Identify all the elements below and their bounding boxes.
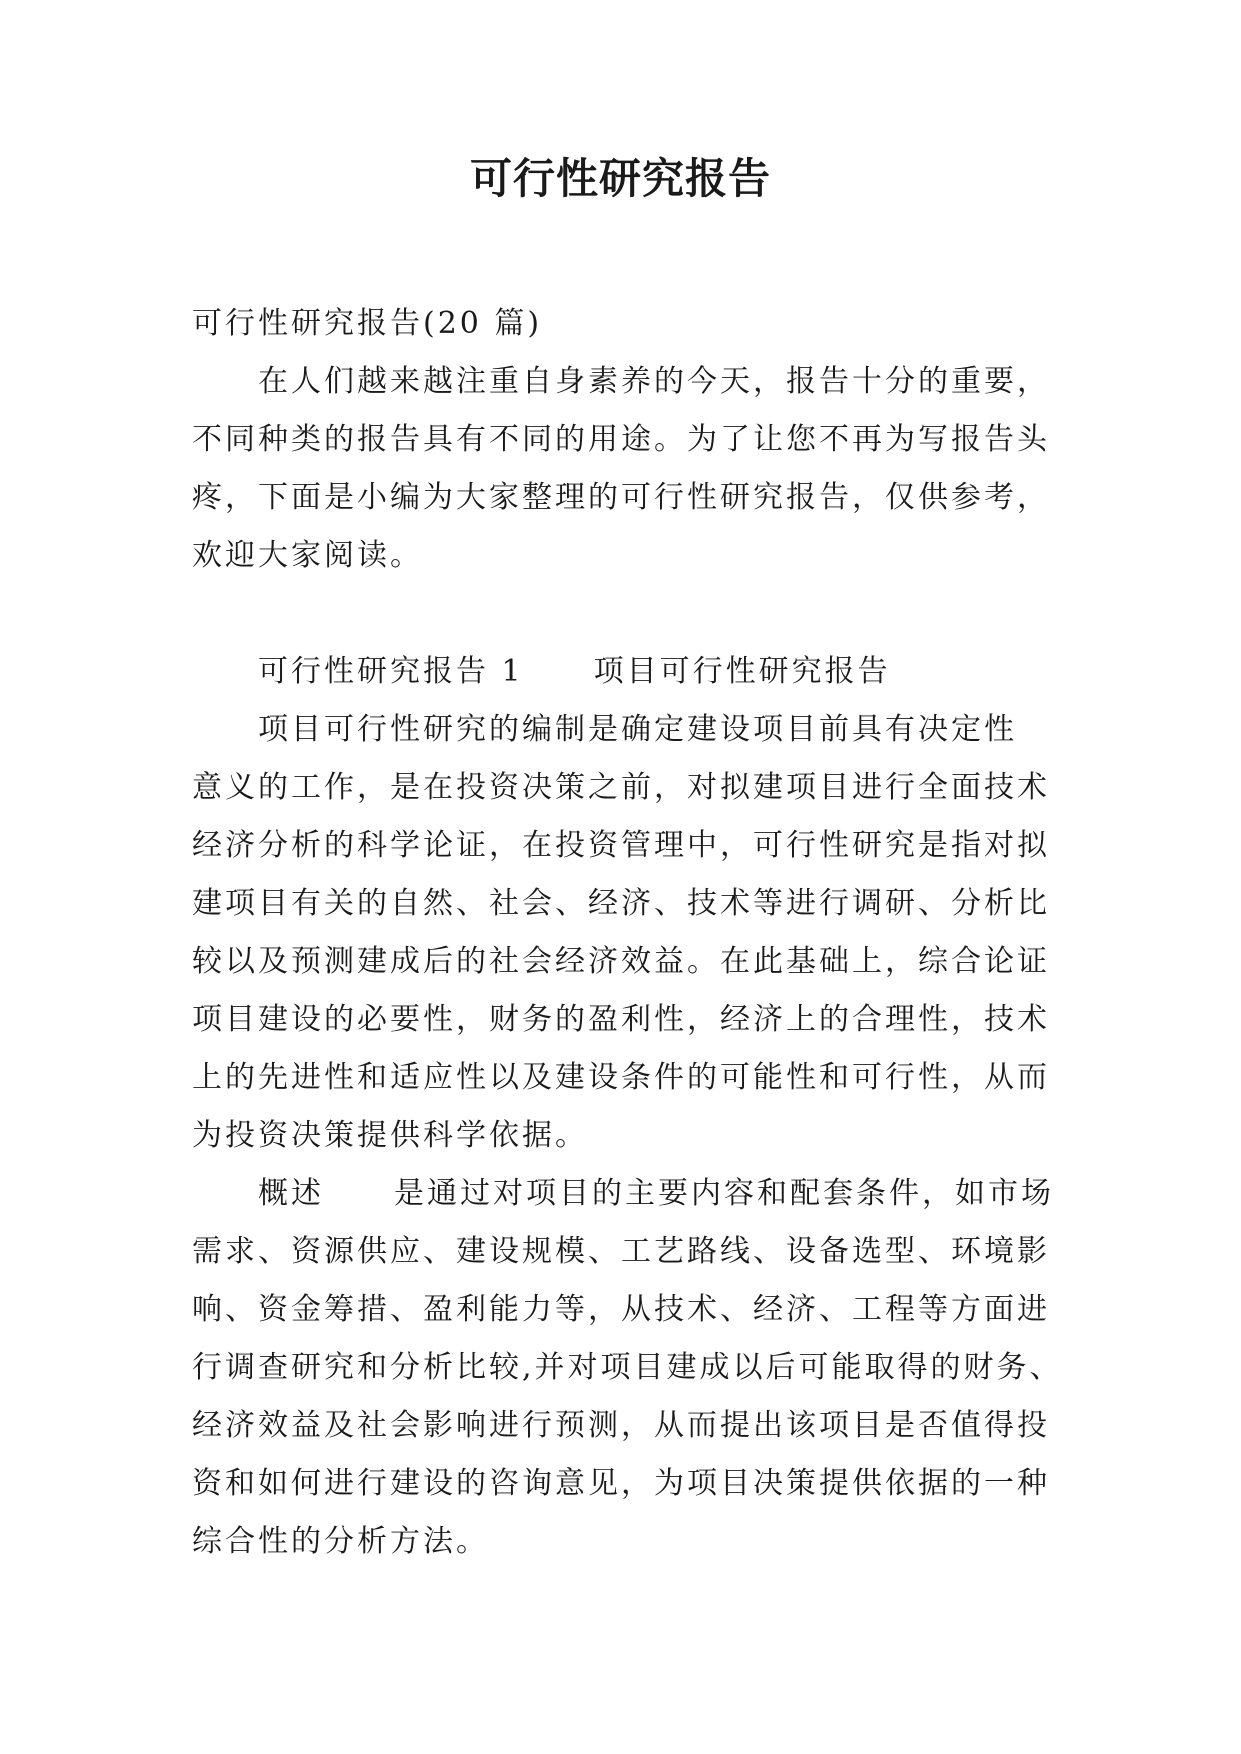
paragraph-line: 响、资金筹措、盈利能力等，从技术、经济、工程等方面进 xyxy=(192,1292,1050,1327)
paragraph-line: 项目建设的必要性，财务的盈利性，经济上的合理性，技术 xyxy=(192,1002,1050,1037)
intro-line: 在人们越来越注重自身素养的今天，报告十分的重要， xyxy=(258,364,1050,399)
overview-line xyxy=(192,1165,1072,1223)
paragraph-line: 需求、资源供应、建设规模、工艺路线、设备选型、环境影 xyxy=(192,1234,1050,1269)
intro-line: 疼，下面是小编为大家整理的可行性研究报告，仅供参考， xyxy=(192,480,1050,515)
intro-line: 欢迎大家阅读。 xyxy=(192,538,423,573)
paragraph-line: 行调查研究和分析比较,并对项目建成以后可能取得的财务、 xyxy=(192,1350,1063,1385)
document-title: 可行性研究报告 xyxy=(469,154,771,203)
document-subtitle: 可行性研究报告(20 篇) xyxy=(192,306,543,341)
section-heading xyxy=(192,643,1072,701)
paragraph-gap xyxy=(192,585,1072,643)
paragraph-line: 经济效益及社会影响进行预测，从而提出该项目是否值得投 xyxy=(192,1408,1050,1443)
paragraph-line: 建项目有关的自然、社会、经济、技术等进行调研、分析比 xyxy=(192,886,1050,921)
paragraph-line: 项目可行性研究的编制是确定建设项目前具有决定性 xyxy=(258,712,1017,747)
paragraph-line: 经济分析的科学论证，在投资管理中，可行性研究是指对拟 xyxy=(192,828,1050,863)
paragraph-line: 为投资决策提供科学依据。 xyxy=(192,1118,588,1153)
intro-line: 不同种类的报告具有不同的用途。为了让您不再为写报告头 xyxy=(192,422,1050,457)
section-heading-title: 项目可行性研究报告 xyxy=(593,654,891,689)
document-body xyxy=(192,295,1072,1571)
paragraph-line: 较以及预测建成后的社会经济效益。在此基础上，综合论证 xyxy=(192,944,1050,979)
paragraph-line: 资和如何进行建设的咨询意见，为项目决策提供依据的一种 xyxy=(192,1466,1050,1501)
section-heading-number: 可行性研究报告 1 xyxy=(258,654,524,689)
paragraph-line: 综合性的分析方法。 xyxy=(192,1524,489,1559)
overview-label: 概述 xyxy=(258,1176,324,1211)
paragraph-line: 上的先进性和适应性以及建设条件的可能性和可行性，从而 xyxy=(192,1060,1050,1095)
overview-first-line: 是通过对项目的主要内容和配套条件，如市场 xyxy=(394,1176,1054,1211)
paragraph-line: 意义的工作，是在投资决策之前，对拟建项目进行全面技术 xyxy=(192,770,1050,805)
